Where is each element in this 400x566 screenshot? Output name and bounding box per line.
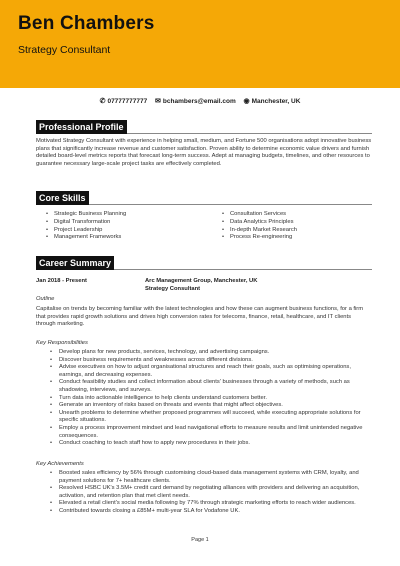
- candidate-name: Ben Chambers: [18, 13, 155, 34]
- job-employer: Arc Management Group, Manchester, UK: [145, 278, 258, 284]
- achievements-list: [36, 470, 372, 516]
- responsibilities-list: [36, 349, 372, 448]
- phone-text: 07777777777: [107, 98, 148, 105]
- list-item: • Resolved HSBC UK's 3.5M+ credit card demand by negotiating alliances with providers and delivering an acquisition, activation, and retention plan that met client needs.: [36, 485, 372, 500]
- list-item: • Conduct coaching to teach staff how to apply new procedures in their jobs.: [36, 440, 372, 448]
- skill-item: • Digital Transformation: [36, 219, 126, 227]
- profile-text: Motivated Strategy Consultant with experience in helping small, medium, and Fortune 500 organisations adopt innovative business plans that significantly increase revenue and customer satisfaction. Proven ability to determine economic value drivers and furnish detailed board-level metrics reports that forecast long-term success. Adept at managing budgets, timelines, and other resources to guarantee necessary large-scale project tasks are effectively completed.: [36, 138, 372, 167]
- list-item: • Elevated a retail client's social media following by 77% through strategic marketing efforts to reach wider audiences.: [36, 500, 372, 508]
- skill-item: • Consultation Services: [212, 211, 297, 219]
- list-item: • Turn data into actionable intelligence to help clients understand customers better.: [36, 395, 372, 403]
- skill-item: • Management Frameworks: [36, 234, 126, 242]
- list-item: • Develop plans for new products, services, technology, and advertising campaigns.: [36, 349, 372, 357]
- phone-icon: ✆: [99, 98, 106, 105]
- skill-item: • In-depth Market Research: [212, 227, 297, 235]
- location-icon: ◉: [243, 98, 250, 105]
- location-text: Manchester, UK: [251, 98, 301, 105]
- job-position: Strategy Consultant: [145, 285, 201, 292]
- header-banner: [0, 0, 400, 88]
- skills-right-column: [212, 211, 297, 242]
- achievements-label: Key Achievements: [36, 461, 84, 467]
- skill-item: • Data Analytics Principles: [212, 219, 297, 227]
- profile-heading: Professional Profile: [36, 120, 127, 134]
- contact-bar: [0, 97, 400, 105]
- career-heading: Career Summary: [36, 256, 114, 270]
- page-number: Page 1: [191, 537, 209, 543]
- contact-phone: [100, 97, 148, 105]
- list-item: • Advise executives on how to adjust organisational structures and reach their goals, such as optimising operations, earnings, and decreasing expenses.: [36, 364, 372, 379]
- email-icon: ✉: [155, 98, 161, 105]
- job-details: [145, 278, 257, 293]
- list-item: • Conduct feasibility studies and collect information about clients' businesses through a variety of methods, such as shadowing, interviews, and surveys.: [36, 379, 372, 394]
- responsibilities-label: Key Responsibilities: [36, 340, 88, 346]
- list-item: • Unearth problems to determine whether proposed programmes will succeed, while executing appropriate solutions for specific situations.: [36, 410, 372, 425]
- skill-item: • Strategic Business Planning: [36, 211, 126, 219]
- list-item: • Employ a process improvement mindset and lead navigational efforts to measure results and limit unintended negative consequences.: [36, 425, 372, 440]
- skill-item: • Process Re-engineering: [212, 234, 297, 242]
- list-item: • Boosted sales efficiency by 56% through customising cloud-based data management systems with CRM, loyalty, and payment solutions for 7+ healthcare clients.: [36, 470, 372, 485]
- contact-email: [155, 97, 236, 105]
- skills-left-column: [36, 211, 126, 242]
- contact-location: [244, 97, 301, 105]
- list-item: • Discover business requirements and weaknesses across different divisions.: [36, 357, 372, 365]
- email-text: bchambers@email.com: [162, 98, 236, 105]
- job-dates: Jan 2018 - Present: [36, 278, 87, 284]
- list-item: • Generate an inventory of risks based on threats and events that might affect objectives.: [36, 402, 372, 410]
- skill-item: • Project Leadership: [36, 227, 126, 235]
- candidate-role: Strategy Consultant: [18, 44, 111, 56]
- skills-heading: Core Skills: [36, 191, 89, 205]
- outline-label: Outline: [36, 296, 55, 302]
- list-item: • Contributed towards closing a £85M+ multi-year SLA for Vodafone UK.: [36, 508, 372, 516]
- outline-text: Capitalise on trends by becoming familiar with the latest technologies and how these can augment business functions, for a firm that provides rapid growth solutions and drives high conversion rates for telecoms, finance, retail, healthcare, and IT clients through marketing.: [36, 306, 364, 328]
